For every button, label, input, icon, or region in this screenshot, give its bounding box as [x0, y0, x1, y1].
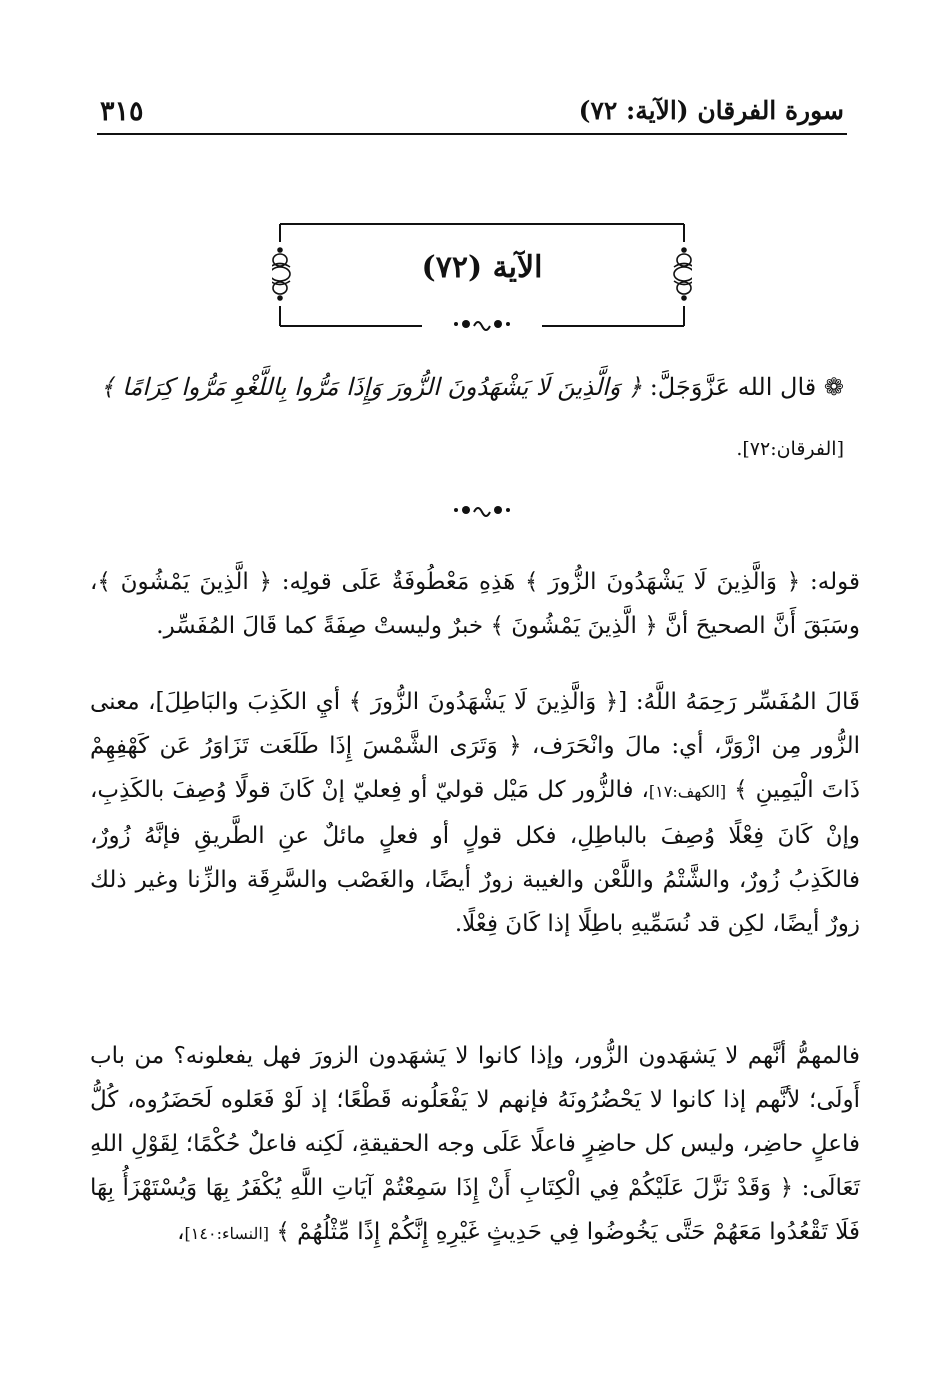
- ayah-heading: الآية (٧٢): [421, 250, 543, 285]
- paragraph-2-text-b: ، فالزُّور كل مَيْل قوليّ أو فِعليّ إنْ كَانَ قولًا وُصِفَ بالكَذِبِ، وإنْ كَانَ فِعْلًا وُصِفَ بالباطِلِ، فكل قولٍ أو فعلٍ مائلٌ عنِ الطَّريقِ فإنَّهُ زُورٌ، فالكَذِبُ زُورٌ، والشَّتْمُ واللَّعْن والغيبة زورٌ أيضًا، والغَصْب والسَّرِقَة والزِّنا وغير ذلك زورٌ أيضًا، لكِن قد نُسَمِّيهِ باطِلًا إذا كَانَ فِعْلًا.: [90, 777, 860, 937]
- page-number: ٣١٥: [100, 96, 144, 127]
- header-rule: [97, 133, 847, 135]
- verse-star-icon: ❁: [823, 373, 844, 401]
- paragraph-2: [90, 680, 860, 946]
- page-header: [100, 96, 844, 136]
- verse-line: [100, 373, 844, 401]
- paragraph-3-reference: [النساء:١٤٠]: [184, 1224, 270, 1243]
- paragraph-2-reference: [الكهف:١٧]: [648, 782, 727, 801]
- paragraph-2-text-a: قَالَ المُفَسِّر رَحِمَهُ اللَّهُ: [﴿ وَالَّذِينَ لَا يَشْهَدُونَ الزُّورَ ﴾ أيِ الكَذِبَ والبَاطِلَ]، معنى الزُّور مِن ازْوَرَّ، أي: مالَ وانْحَرَف، ﴿ وَتَرَى الشَّمْسَ إِذَا طَلَعَت تَزَاوَرُ عَن كَهْفِهِمْ ذَاتَ الْيَمِينِ ﴾: [90, 689, 861, 803]
- divider-ornament-icon: [452, 500, 512, 520]
- divider-ornament-icon: [452, 314, 512, 334]
- verse-reference: [الفرقان:٧٢].: [736, 438, 844, 460]
- running-title: سورة الفرقان (الآية: ٧٢): [578, 96, 844, 125]
- verse-text: ﴿ وَالَّذِينَ لَا يَشْهَدُونَ الزُّورَ وَإِذَا مَرُّوا بِاللَّغْوِ مَرُّوا كِرَامًا ﴾: [100, 373, 643, 401]
- paragraph-3: [90, 1034, 860, 1256]
- paragraph-3-text-b: ،: [177, 1219, 185, 1245]
- paragraph-1: قوله: ﴿ وَالَّذِينَ لَا يَشْهَدُونَ الزُّورَ ﴾ هَذِهِ مَعْطُوفَةٌ عَلَى قولِه: ﴿ الَّذِينَ يَمْشُونَ ﴾، وسَبَقَ أَنَّ الصحيحَ أنَّ ﴿ الَّذِينَ يَمْشُونَ ﴾ خبرٌ وليستْ صِفَةً كما قَالَ المُفَسِّر.: [90, 569, 860, 639]
- verse-intro: قال الله عَزَّوَجَلَّ:: [649, 373, 817, 401]
- paragraph-3-text-a: فالمهمُّ أنَّهم لا يَشهَدون الزُّور، وإذا كانوا لا يَشهَدون الزورَ فهل يفعلونه؟ من باب أَولَى؛ لأنَّهم إذا كانوا لا يَحْضُرُونَهُ فإنهم لا يَفْعَلُونه قَطْعًا؛ إذ لَوْ فَعَلوه لَحَضَرُوه، كُلُّ فاعلٍ حاضِر، وليس كل حاضِرٍ فاعلًا عَلَى وجه الحقيقةِ، لَكِنه فاعلٌ حُكْمًا؛ لِقَوْلِ اللهِ تَعَالَى: ﴿ وَقَدْ نَزَّلَ عَلَيْكُمْ فِي الْكِتَابِ أَنْ إِذَا سَمِعْتُمْ آيَاتِ اللَّهِ يُكْفَرُ بِهَا وَيُسْتَهْزَأُ بِهَا فَلَا تَقْعُدُوا مَعَهُمْ حَتَّى يَخُوضُوا فِي حَدِيثٍ غَيْرِهِ إِنَّكُمْ إِذًا مِّثْلُهُمْ ﴾: [90, 1043, 860, 1245]
